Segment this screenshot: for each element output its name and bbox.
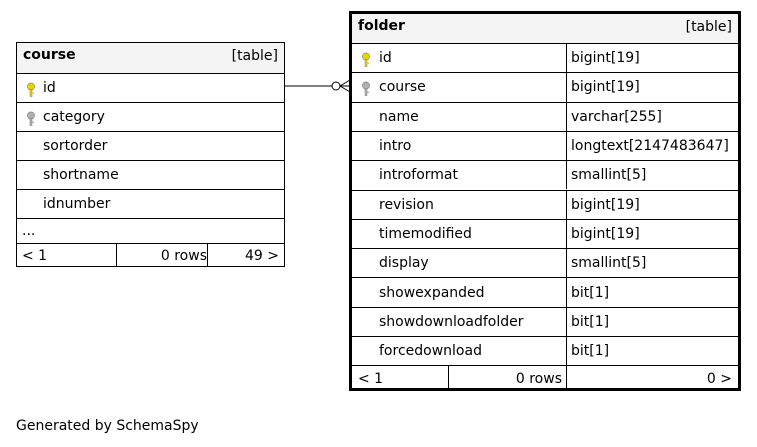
folder-table-name: folder bbox=[358, 18, 405, 34]
folder-column-name: showdownloadfolder bbox=[379, 313, 524, 330]
folder-column-row bbox=[352, 43, 738, 72]
folder-column-type: bigint[19] bbox=[571, 196, 640, 213]
folder-column-name: course bbox=[379, 79, 426, 96]
course-column-name: category bbox=[43, 109, 105, 125]
course-table-kind: [table] bbox=[231, 48, 278, 64]
course-column-row bbox=[17, 131, 284, 160]
primary-key-icon bbox=[25, 82, 37, 98]
course-column-row bbox=[17, 102, 284, 131]
folder-table-kind: [table] bbox=[685, 19, 732, 35]
course-table[interactable] bbox=[16, 42, 285, 267]
folder-column-type: bit[1] bbox=[571, 313, 610, 330]
folder-column-type: smallint[5] bbox=[571, 167, 647, 184]
course-table-header bbox=[17, 43, 284, 73]
course-column-name: id bbox=[43, 80, 56, 96]
folder-pager-rows: 0 rows bbox=[515, 370, 562, 387]
course-column-name: idnumber bbox=[43, 196, 111, 212]
folder-column-name: display bbox=[379, 255, 429, 272]
folder-column-type: longtext[2147483647] bbox=[571, 138, 729, 155]
folder-column-row bbox=[352, 336, 738, 365]
course-column-row bbox=[17, 160, 284, 189]
folder-column-row bbox=[352, 277, 738, 306]
folder-column-row bbox=[352, 190, 738, 219]
folder-column-name: showexpanded bbox=[379, 284, 485, 301]
folder-column-row bbox=[352, 219, 738, 248]
course-column-row bbox=[17, 189, 284, 218]
course-column-name: sortorder bbox=[43, 138, 108, 154]
course-ellipsis: ... bbox=[22, 223, 36, 239]
folder-column-name: intro bbox=[379, 138, 412, 155]
folder-column-name: forcedownload bbox=[379, 343, 482, 360]
folder-pager-left: < 1 bbox=[358, 370, 384, 387]
foreign-key-icon bbox=[360, 81, 372, 97]
folder-column-type: bit[1] bbox=[571, 343, 610, 360]
folder-column-row bbox=[352, 102, 738, 131]
folder-column-type: smallint[5] bbox=[571, 255, 647, 272]
folder-column-name: revision bbox=[379, 196, 434, 213]
folder-column-row bbox=[352, 131, 738, 160]
folder-pager-right: 0 > bbox=[706, 370, 732, 387]
folder-column-type: bigint[19] bbox=[571, 50, 640, 67]
folder-column-name: introformat bbox=[379, 167, 458, 184]
folder-column-row bbox=[352, 248, 738, 277]
course-ellipsis-row bbox=[17, 218, 284, 243]
folder-column-type: varchar[255] bbox=[571, 108, 662, 125]
folder-column-type: bigint[19] bbox=[571, 225, 640, 242]
course-pager-rows: 0 rows bbox=[160, 247, 207, 264]
folder-table-header bbox=[352, 14, 738, 43]
course-column-row bbox=[17, 73, 284, 102]
folder-column-type: bigint[19] bbox=[571, 79, 640, 96]
course-pager-right: 49 > bbox=[245, 247, 279, 264]
folder-column-name: timemodified bbox=[379, 225, 472, 242]
primary-key-icon bbox=[360, 52, 372, 68]
generated-by-footer: Generated by SchemaSpy bbox=[16, 418, 199, 434]
foreign-key-icon bbox=[25, 111, 37, 127]
course-pager bbox=[17, 243, 284, 267]
folder-column-row bbox=[352, 307, 738, 336]
folder-column-type: bit[1] bbox=[571, 284, 610, 301]
folder-column-row bbox=[352, 72, 738, 101]
course-pager-left: < 1 bbox=[22, 247, 48, 264]
folder-column-row bbox=[352, 160, 738, 189]
folder-column-name: name bbox=[379, 108, 419, 125]
folder-pager bbox=[352, 365, 738, 391]
course-column-name: shortname bbox=[43, 167, 119, 183]
folder-table[interactable] bbox=[349, 11, 741, 391]
folder-column-name: id bbox=[379, 50, 392, 67]
relationship-optional-marker bbox=[332, 82, 340, 90]
course-table-name: course bbox=[23, 47, 76, 63]
